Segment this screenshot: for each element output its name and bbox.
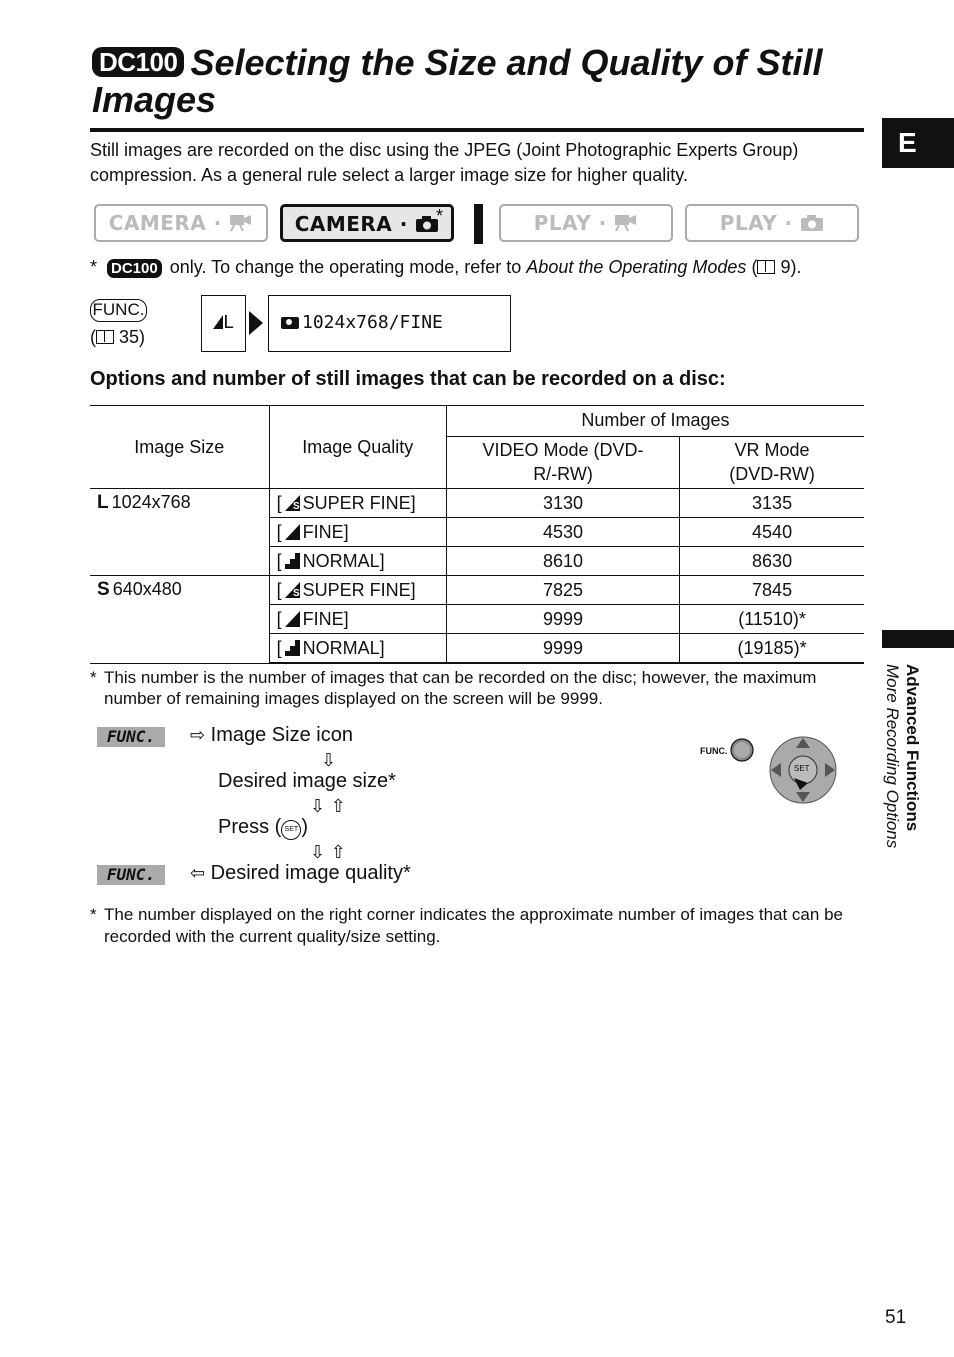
size-value: 1024x768 — [111, 492, 191, 512]
quality-label: NORMAL] — [302, 637, 385, 658]
set-button-icon: SET — [281, 820, 301, 840]
header-video-mode: VIDEO Mode (DVD-R/-RW) — [446, 436, 679, 488]
mode-camera-still — [280, 204, 454, 242]
mode-separator — [474, 204, 483, 244]
down-arrow-icon: ⇩ — [321, 750, 337, 771]
superfine-quality-icon — [285, 582, 300, 598]
bracket: [ — [276, 521, 282, 542]
footnote-asterisk: * — [90, 668, 97, 687]
mode-camera-movie — [94, 204, 268, 242]
section-heading: Options and number of still images that can be recorded on a disc: — [90, 368, 726, 390]
note-link: About the Operating Modes — [526, 257, 747, 277]
func-label-pill: FUNC. — [97, 727, 165, 747]
vr-count: 7845 — [680, 576, 864, 605]
func-page-ref — [90, 327, 145, 348]
size-large-icon: L — [97, 492, 109, 513]
header-vr-mode: VR Mode (DVD-RW) — [680, 436, 864, 488]
vr-count: 4540 — [680, 518, 864, 547]
video-count: 8610 — [446, 547, 679, 576]
menu-size-letter: L — [223, 312, 234, 333]
step-image-size-icon — [190, 723, 353, 748]
step-desired-quality — [190, 861, 411, 886]
movie-camera-icon — [614, 211, 638, 235]
step-text-end: ) — [301, 816, 309, 838]
menu-setting-value: 1024x768/FINE — [302, 312, 443, 333]
quality-cell — [269, 605, 446, 634]
down-up-arrows-icon: ⇩ ⇧ — [310, 796, 346, 817]
superfine-quality-icon — [285, 495, 300, 511]
joystick-illustration — [700, 734, 840, 810]
mode-label: CAMERA · — [108, 211, 230, 235]
footnote-asterisk: * — [90, 905, 97, 924]
book-icon — [96, 330, 114, 344]
mode-asterisk: * — [436, 206, 444, 226]
video-count: 7825 — [446, 576, 679, 605]
page-number: 51 — [885, 1307, 907, 1328]
still-camera-icon — [281, 317, 299, 329]
mode-play-still — [685, 204, 859, 242]
normal-quality-icon — [285, 553, 300, 569]
right-arrow-icon: ⇨ — [190, 725, 206, 746]
video-count: 9999 — [446, 634, 679, 664]
side-subsection-title: More Recording Options — [883, 664, 902, 849]
title-rule — [90, 128, 864, 132]
note-text: only. To change the operating mode, refer to — [164, 257, 527, 277]
quality-label: NORMAL] — [302, 550, 385, 571]
model-badge: DC100 — [107, 259, 162, 278]
movie-camera-icon — [229, 211, 253, 235]
sequence-footnote — [90, 904, 860, 948]
note-ref-open: ( — [746, 257, 758, 277]
quality-label: SUPER FINE] — [302, 579, 416, 600]
fine-quality-icon — [213, 315, 223, 329]
quality-label: FINE] — [302, 608, 349, 629]
bracket: [ — [276, 608, 282, 629]
func-label-pill: FUNC. — [97, 865, 165, 885]
bracket: [ — [276, 550, 282, 571]
quality-cell — [269, 634, 446, 664]
quality-cell — [269, 489, 446, 518]
vr-count: (11510)* — [680, 605, 864, 634]
model-badge: DC100 — [92, 47, 184, 77]
footnote-text: This number is the number of images that can be recorded on the disc; however, the maximum number of remaining images displayed on the screen will be 9999. — [104, 668, 817, 708]
quality-cell — [269, 547, 446, 576]
side-section-label — [882, 664, 922, 848]
func-button-icon — [730, 738, 754, 762]
footnote-text: The number displayed on the right corner indicates the approximate number of images that can be recorded with the current quality/size setting. — [104, 905, 843, 946]
fine-quality-icon — [285, 524, 300, 540]
book-icon — [757, 260, 775, 274]
quality-label: FINE] — [302, 521, 349, 542]
vr-count: (19185)* — [680, 634, 864, 664]
video-count: 3130 — [446, 489, 679, 518]
vr-count: 8630 — [680, 547, 864, 576]
note-ref: 9). — [775, 257, 802, 277]
video-count: 4530 — [446, 518, 679, 547]
side-section-title: Advanced Functions — [903, 664, 922, 832]
step-press-set — [218, 815, 308, 840]
video-count: 9999 — [446, 605, 679, 634]
quality-cell — [269, 576, 446, 605]
step-desired-size: Desired image size* — [218, 770, 396, 792]
bracket: [ — [276, 579, 282, 600]
size-cell-large — [90, 489, 269, 576]
controller-func-label: FUNC. — [700, 746, 728, 756]
size-value: 640x480 — [112, 579, 182, 599]
bracket: [ — [276, 492, 282, 513]
language-tab: E — [882, 118, 954, 168]
menu-setting-box — [268, 295, 511, 352]
mode-label: PLAY · — [719, 211, 801, 235]
fine-quality-icon — [285, 611, 300, 627]
table-footnote — [90, 667, 860, 709]
func-ref-text: 35) — [114, 327, 146, 347]
header-image-size: Image Size — [90, 406, 269, 489]
mode-label: CAMERA · — [294, 212, 416, 236]
image-size-menu-icon — [201, 295, 246, 352]
down-up-arrows-icon: ⇩ ⇧ — [310, 842, 346, 863]
func-button-key: FUNC. — [90, 299, 147, 322]
svg-text:S: S — [292, 500, 300, 511]
bracket: [ — [276, 637, 282, 658]
size-small-icon: S — [97, 579, 110, 600]
quality-cell — [269, 518, 446, 547]
svg-text:S: S — [292, 587, 300, 598]
size-cell-small — [90, 576, 269, 664]
intro-paragraph: Still images are recorded on the disc using the JPEG (Joint Photographic Experts Group) compression. As a general rule select a larger image size for higher quality. — [90, 140, 799, 185]
step-text: Press ( — [218, 816, 282, 838]
left-arrow-icon: ⇦ — [190, 863, 206, 884]
controller-set-label: SET — [794, 764, 810, 773]
step-text: Desired image quality* — [210, 862, 411, 884]
note-asterisk: * — [90, 257, 98, 277]
normal-quality-icon — [285, 640, 300, 656]
still-camera-icon — [800, 211, 824, 235]
page-title — [92, 44, 872, 118]
func-ref-open: ( — [90, 327, 96, 347]
vr-count: 3135 — [680, 489, 864, 518]
title-text: Selecting the Size and Quality of Still Images — [92, 42, 823, 120]
mode-label: PLAY · — [533, 211, 615, 235]
mode-play-movie — [499, 204, 673, 242]
image-count-table — [90, 405, 864, 664]
step-text: Image Size icon — [210, 724, 353, 746]
menu-arrow-icon — [249, 311, 263, 335]
header-number-of-images: Number of Images — [446, 406, 864, 437]
mode-note — [90, 255, 870, 279]
side-section-bar — [882, 630, 954, 648]
quality-label: SUPER FINE] — [302, 492, 416, 513]
header-image-quality: Image Quality — [269, 406, 446, 489]
